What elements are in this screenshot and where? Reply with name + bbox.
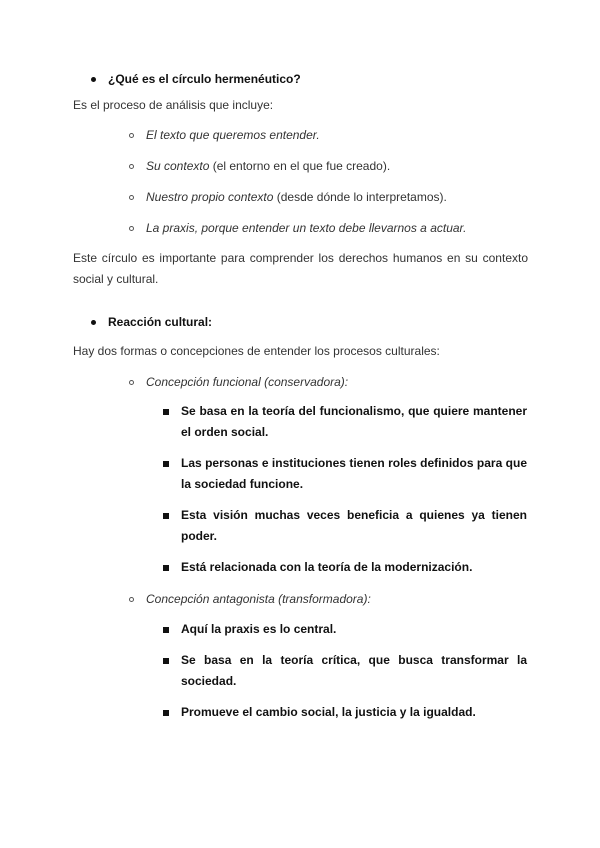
hollow-bullet-icon [129,380,134,385]
bullet-dot-icon [91,77,96,82]
paragraph: Hay dos formas o concepciones de entender los procesos culturales: [73,344,440,358]
list-item [146,190,447,204]
list-item-italic: Su contexto [146,159,210,173]
paragraph: Es el proceso de análisis que incluye: [73,98,274,112]
hollow-bullet-icon [129,164,134,169]
square-bullet-icon [163,461,169,467]
hollow-bullet-icon [129,133,134,138]
square-bullet-icon [163,409,169,415]
paragraph: Este círculo es importante para comprender los derechos humanos en su contexto social y cultural. [73,251,528,286]
hollow-bullet-icon [129,597,134,602]
list-item-rest: (desde dónde lo interpretamos). [273,190,447,204]
list-item-italic: La praxis, porque entender un texto debe llevarnos a actuar. [146,221,467,235]
section-heading: Reacción cultural: [108,315,213,329]
point-text: Promueve el cambio social, la justicia y la igualdad. [181,705,476,719]
list-item [146,221,466,235]
point-text: Se basa en la teoría del funcionalismo, que quiere mantener el orden social. [181,404,527,439]
square-bullet-icon [163,627,169,633]
list-item [146,159,390,173]
list-item-italic: El texto que queremos entender. [146,128,320,142]
point-text: Las personas e instituciones tienen roles definidos para que la sociedad funcione. [181,456,527,491]
list-item-rest: (el entorno en el que fue creado). [209,159,391,173]
point-text: Se basa en la teoría crítica, que busca transformar la sociedad. [181,653,527,688]
list-item-italic: Nuestro propio contexto [146,190,274,204]
list-item [146,128,320,142]
point-text: Esta visión muchas veces beneficia a quienes ya tienen poder. [181,508,527,543]
point-text: Aquí la praxis es lo central. [181,622,337,636]
hollow-bullet-icon [129,195,134,200]
square-bullet-icon [163,513,169,519]
square-bullet-icon [163,710,169,716]
concept-title: Concepción funcional (conservadora): [146,375,349,389]
hollow-bullet-icon [129,226,134,231]
section-heading: ¿Qué es el círculo hermenéutico? [108,72,301,86]
bullet-dot-icon [91,320,96,325]
point-text: Está relacionada con la teoría de la modernización. [181,560,473,574]
concept-title: Concepción antagonista (transformadora): [146,592,371,606]
square-bullet-icon [163,658,169,664]
square-bullet-icon [163,565,169,571]
